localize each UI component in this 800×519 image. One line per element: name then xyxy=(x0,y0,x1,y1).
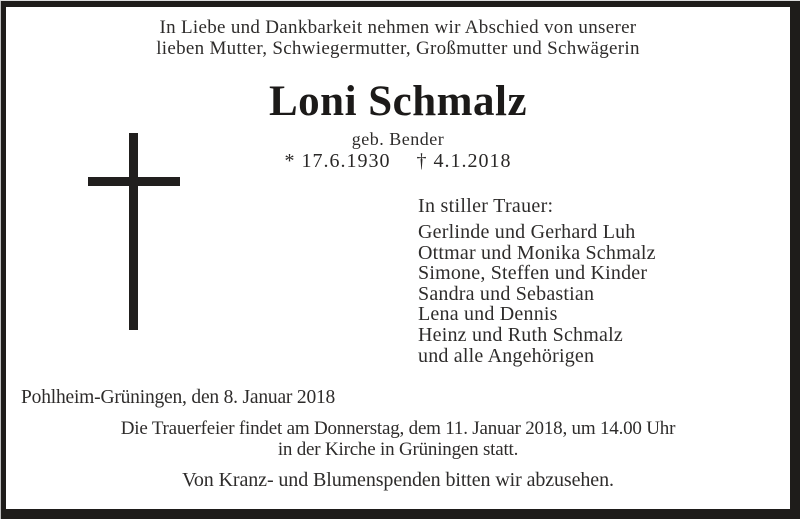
mourner-line: Simone, Steffen und Kinder xyxy=(418,262,648,285)
mourning-section xyxy=(418,195,656,366)
place-and-date: Pohlheim-Grüningen, den 8. Januar 2018 xyxy=(21,387,336,408)
service-info xyxy=(6,418,790,460)
mourner-line: Lena und Dennis xyxy=(418,303,558,326)
mourner-line: Sandra und Sebastian xyxy=(418,282,595,305)
deceased-name: Loni Schmalz xyxy=(268,78,528,125)
donations-note: Von Kranz- und Blumenspenden bitten wir abzusehen. xyxy=(182,469,614,491)
cross-horizontal-bar xyxy=(88,177,180,186)
mourner-line: und alle Angehörigen xyxy=(418,344,595,367)
obituary-notice xyxy=(6,7,790,509)
mourner-line: Gerlinde und Gerhard Luh xyxy=(418,221,636,243)
maiden-name: geb. Bender xyxy=(351,129,445,149)
service-line-1: Die Trauerfeier findet am Donnerstag, dem 11. Januar 2018, um 14.00 Uhr xyxy=(120,418,676,439)
mourner-line: Ottmar und Monika Schmalz xyxy=(418,241,656,264)
mourner-line: Heinz und Ruth Schmalz xyxy=(418,323,623,346)
intro-text xyxy=(6,17,790,59)
intro-line-2: lieben Mutter, Schwiegermutter, Großmutter und Schwägerin xyxy=(156,38,640,59)
death-date: † 4.1.2018 xyxy=(416,150,512,172)
cross-vertical-bar xyxy=(129,133,138,330)
intro-line-1: In Liebe und Dankbarkeit nehmen wir Abschied von unserer xyxy=(159,17,637,38)
mourning-header: In stiller Trauer: xyxy=(418,195,554,217)
life-dates xyxy=(6,150,790,172)
service-line-2: in der Kirche in Grüningen statt. xyxy=(277,439,519,460)
birth-date: * 17.6.1930 xyxy=(284,150,391,172)
